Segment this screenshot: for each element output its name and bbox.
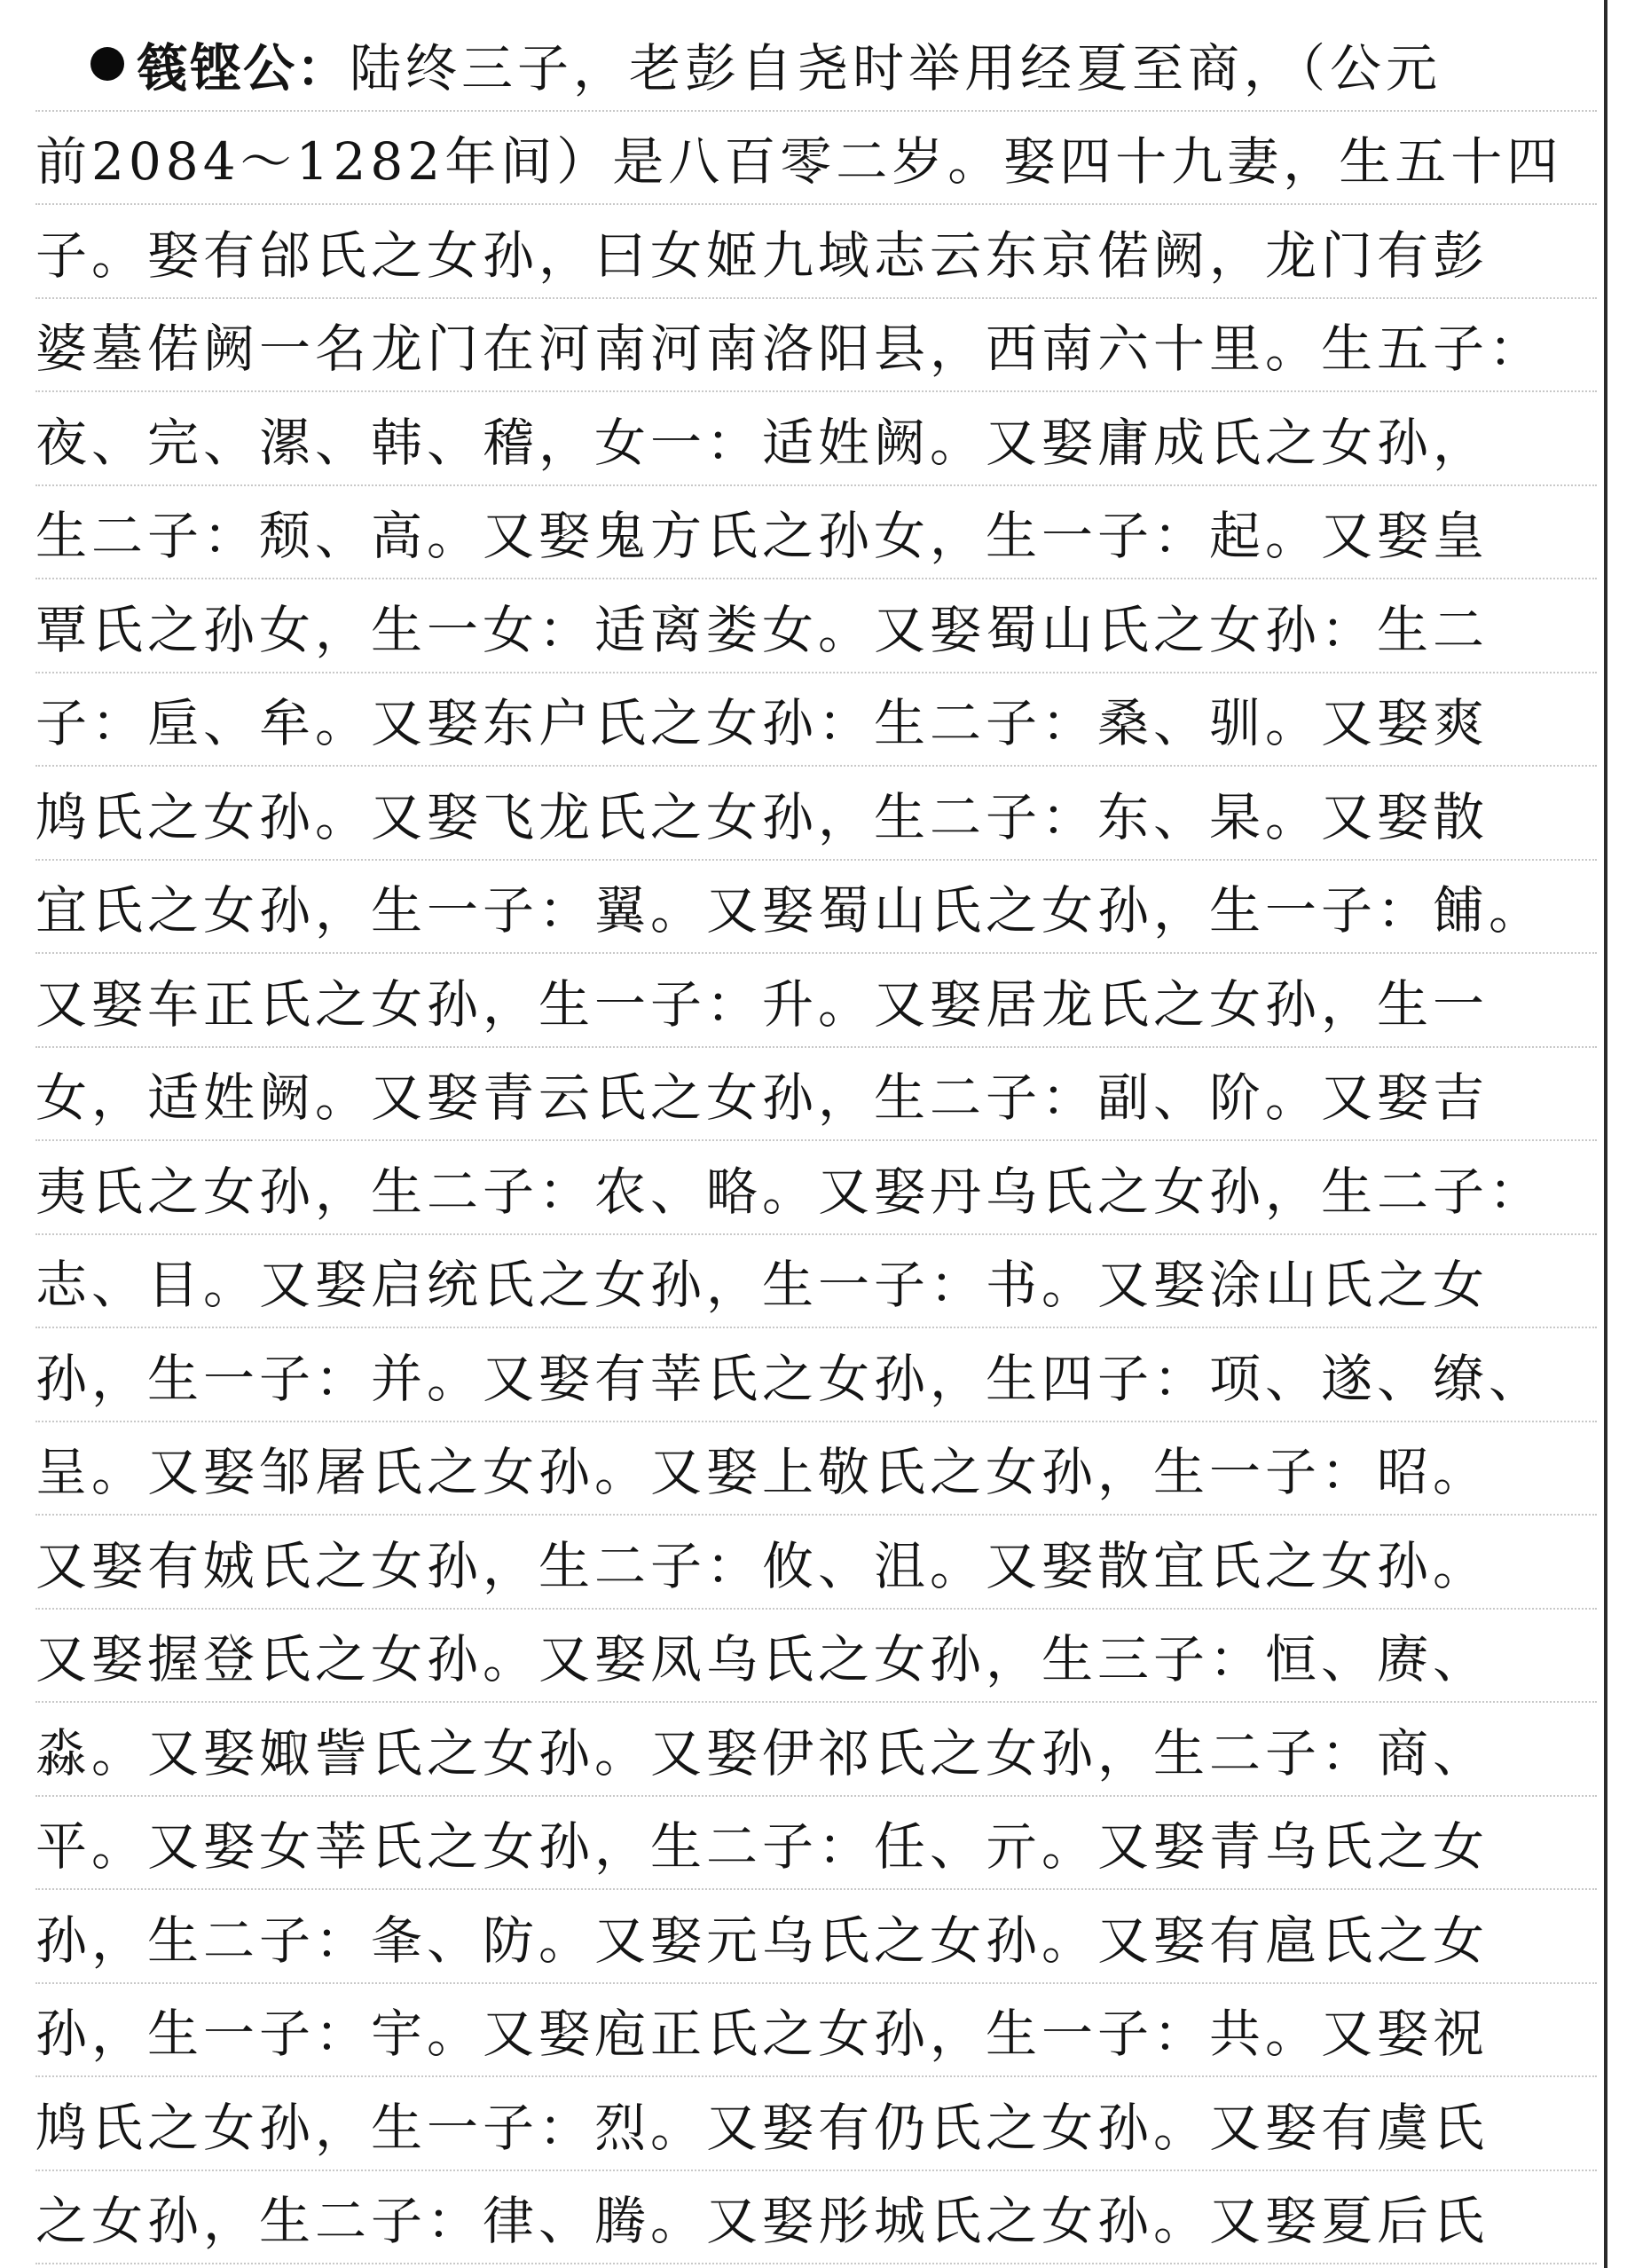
text-line	[35, 18, 1597, 112]
text-line: 子。娶有邰氏之女孙，曰女姬九域志云东京偌阙，龙门有彭	[35, 205, 1597, 299]
text-line: 孙，生二子：夆、防。又娶元乌氏之女孙。又娶有扈氏之女	[35, 1890, 1597, 1984]
text-line: 女，适姓阙。又娶青云氏之女孙，生二子：副、阶。又娶吉	[35, 1048, 1597, 1142]
text-line: 夷氏之女孙，生二子：农、略。又娶丹乌氏之女孙，生二子：	[35, 1141, 1597, 1235]
text-line: 孙，生一子：宇。又娶庖正氏之女孙，生一子：共。又娶祝	[35, 1984, 1597, 2078]
page-right-border	[1604, 0, 1607, 2268]
text-line: 夜、完、漯、韩、稽，女一：适姓阙。又娶庸成氏之女孙，	[35, 392, 1597, 486]
text-line: 之女孙，生二子：律、腾。又娶彤城氏之女孙。又娶夏后氏	[35, 2171, 1597, 2265]
text-line: 鸠氏之女孙。又娶飞龙氏之女孙，生二子：东、杲。又娶散	[35, 767, 1597, 861]
text-line: 又娶车正氏之女孙，生一子：升。又娶居龙氏之女孙，生一	[35, 954, 1597, 1048]
entry-first-line: 陆终三子，老彭自尧时举用经夏至商，（公元	[350, 37, 1442, 98]
text-line: 又娶握登氏之女孙。又娶凤乌氏之女孙，生三子：恒、赓、	[35, 1610, 1597, 1704]
entry-name: 篯铿公：	[137, 37, 350, 98]
text-line: 平。又娶女莘氏之女孙，生二子：任、亓。又娶青乌氏之女	[35, 1797, 1597, 1891]
text-line: 鸠氏之女孙，生一子：烈。又娶有仍氏之女孙。又娶有虞氏	[35, 2077, 1597, 2171]
text-line: 覃氏之孙女，生一女：适离娄女。又娶蜀山氏之女孙：生二	[35, 579, 1597, 673]
text-line: 婆墓偌阙一名龙门在河南河南洛阳县，西南六十里。生五子：	[35, 299, 1597, 393]
text-line: 呈。又娶邹屠氏之女孙。又娶上敬氏之女孙，生一子：昭。	[35, 1422, 1597, 1516]
genealogy-text	[35, 18, 1597, 2264]
text-line: 生二子：颓、高。又娶鬼方氏之孙女，生一子：起。又娶皇	[35, 486, 1597, 580]
text-line: 孙，生一子：并。又娶有莘氏之女孙，生四子：项、遂、缭、	[35, 1328, 1597, 1422]
text-line: 前2084～1282年间）是八百零二岁。娶四十九妻，生五十四	[35, 112, 1597, 206]
text-line: 子：垕、牟。又娶东户氏之女孙：生二子：桑、驯。又娶爽	[35, 673, 1597, 768]
text-line: 淼。又娶娵訾氏之女孙。又娶伊祁氏之女孙，生二子：商、	[35, 1703, 1597, 1797]
text-line: 宜氏之女孙，生一子：翼。又娶蜀山氏之女孙，生一子：餔。	[35, 861, 1597, 955]
bullet-dot-icon	[90, 47, 124, 81]
text-line: 又娶有娀氏之女孙，生二子：攸、沮。又娶散宜氏之女孙。	[35, 1516, 1597, 1610]
text-line: 志、目。又娶启统氏之女孙，生一子：书。又娶涂山氏之女	[35, 1235, 1597, 1329]
